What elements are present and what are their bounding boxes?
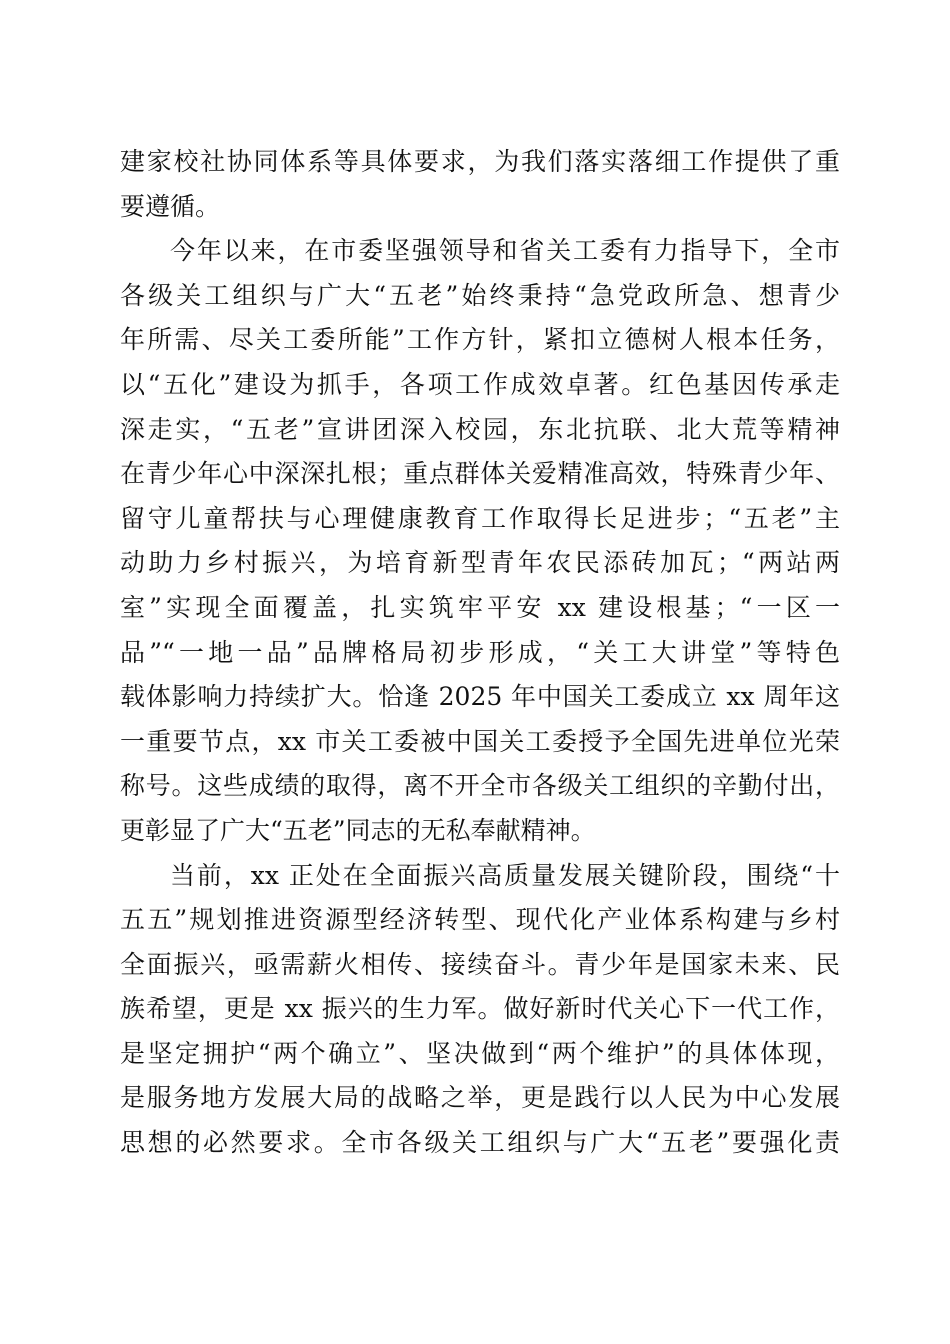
paragraph-1 — [120, 140, 840, 229]
text-line: 留守儿童帮扶与心理健康教育工作取得长足进步；“五老”主 — [120, 503, 840, 533]
text-line: 室”实现全面覆盖，扎实筑牢平安 xx 建设根基；“一区一 — [120, 592, 840, 622]
text-line: 各级关工组织与广大“五老”始终秉持“急党政所急、想青少 — [120, 280, 840, 310]
text-line: 全面振兴，亟需薪火相传、接续奋斗。青少年是国家未来、民 — [120, 949, 840, 979]
text-line: 一重要节点，xx 市关工委被中国关工委授予全国先进单位光荣 — [120, 726, 840, 756]
text-line: 五五”规划推进资源型经济转型、现代化产业体系构建与乡村 — [120, 905, 840, 935]
paragraph-2 — [120, 229, 840, 853]
text-line: 建家校社协同体系等具体要求，为我们落实落细工作提供了重 — [120, 147, 840, 176]
text-line: 是服务地方发展大局的战略之举，更是践行以人民为中心发展 — [120, 1083, 840, 1113]
text-line: 思想的必然要求。全市各级关工组织与广大“五老”要强化责 — [120, 1128, 840, 1158]
text-line: 今年以来，在市委坚强领导和省关工委有力指导下，全市 — [170, 236, 840, 266]
text-line: 品”“一地一品”品牌格局初步形成，“关工大讲堂”等特色 — [120, 637, 840, 667]
text-line: 称号。这些成绩的取得，离不开全市各级关工组织的辛勤付出， — [120, 771, 840, 801]
text-line: 在青少年心中深深扎根；重点群体关爱精准高效，特殊青少年、 — [120, 459, 840, 489]
text-line: 是坚定拥护“两个确立”、坚决做到“两个维护”的具体体现， — [120, 1038, 840, 1068]
text-line: 年所需、尽关工委所能”工作方针，紧扣立德树人根本任务， — [120, 325, 840, 355]
text-line: 动助力乡村振兴，为培育新型青年农民添砖加瓦；“两站两 — [120, 548, 840, 578]
text-line: 以“五化”建设为抓手，各项工作成效卓著。红色基因传承走 — [120, 369, 840, 399]
text-line: 当前，xx 正处在全面振兴高质量发展关键阶段，围绕“十 — [170, 860, 840, 890]
text-line: 更彰显了广大“五老”同志的无私奉献精神。 — [120, 815, 596, 845]
paragraph-3 — [120, 854, 840, 1166]
text-line: 要遵循。 — [120, 191, 221, 221]
document-body — [120, 140, 840, 1166]
text-line: 深走实，“五老”宣讲团深入校园，东北抗联、北大荒等精神 — [120, 414, 840, 444]
text-line: 族希望，更是 xx 振兴的生力军。做好新时代关心下一代工作， — [120, 994, 840, 1024]
text-line: 载体影响力持续扩大。恰逢 2025 年中国关工委成立 xx 周年这 — [120, 682, 840, 712]
